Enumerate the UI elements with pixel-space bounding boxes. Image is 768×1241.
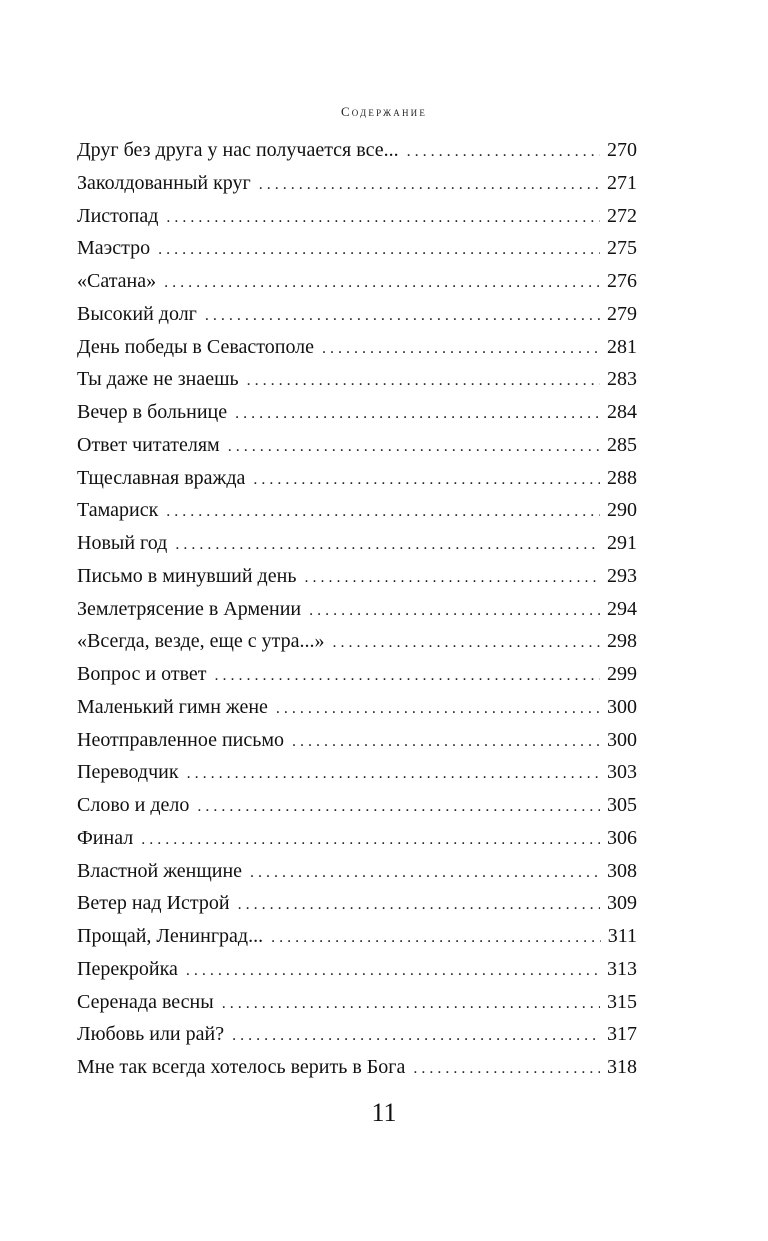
toc-dot-leader xyxy=(333,627,600,660)
toc-entry xyxy=(77,331,637,364)
toc-entry xyxy=(77,265,637,298)
toc-entry-page: 300 xyxy=(607,728,637,751)
toc-entry-title: Мне так всегда хотелось верить в Бога xyxy=(77,1056,406,1078)
toc-entry xyxy=(77,429,637,462)
toc-entry xyxy=(77,494,637,527)
toc-entry-title: Ты даже не знаешь xyxy=(77,368,239,391)
toc-dot-leader xyxy=(232,1020,600,1053)
toc-entry xyxy=(77,625,637,658)
toc-entry xyxy=(77,527,637,560)
toc-entry-page: 317 xyxy=(607,1023,637,1046)
toc-entry-page: 309 xyxy=(607,892,637,915)
toc-dot-leader xyxy=(197,791,600,824)
toc-entry-title: Маэстро xyxy=(77,237,151,260)
toc-entry xyxy=(77,298,637,331)
toc-entry-page: 306 xyxy=(607,826,637,849)
toc-entry-title: Финал xyxy=(77,826,134,849)
toc-entry xyxy=(77,1051,637,1084)
toc-entry-page: 298 xyxy=(607,630,637,653)
toc-dot-leader xyxy=(407,136,600,169)
toc-entry-page: 279 xyxy=(607,302,637,325)
toc-entry-title: Ответ читателям xyxy=(77,433,220,456)
toc-entry xyxy=(77,855,637,888)
toc-entry-page: 290 xyxy=(607,499,637,522)
toc-entry-page: 291 xyxy=(607,532,637,554)
toc-entry xyxy=(77,887,637,920)
toc-dot-leader xyxy=(413,1053,600,1086)
toc-entry-page: 281 xyxy=(607,335,637,358)
toc-entry xyxy=(77,396,637,429)
toc-dot-leader xyxy=(259,169,600,202)
toc-entry-title: Ветер над Истрой xyxy=(77,892,230,915)
toc-entry-page: 313 xyxy=(607,957,637,980)
toc-entry-page: 308 xyxy=(607,859,637,882)
page-number: 11 xyxy=(371,1098,397,1127)
toc-entry-title: Заколдованный круг xyxy=(77,171,251,194)
toc-dot-leader xyxy=(215,660,600,693)
toc-entry-page: 270 xyxy=(607,139,637,161)
toc-entry xyxy=(77,789,637,822)
toc-dot-leader xyxy=(271,922,601,955)
toc-entry xyxy=(77,593,637,626)
toc-entry-page: 300 xyxy=(607,695,637,718)
toc-entry-title: Землетрясение в Армении xyxy=(77,597,302,620)
toc-entry-title: Властной женщине xyxy=(77,859,243,882)
toc-entry-page: 299 xyxy=(607,663,637,685)
toc-dot-leader xyxy=(222,988,600,1021)
toc-entry xyxy=(77,822,637,855)
toc-entry-title: Письмо в минувший день xyxy=(77,564,297,587)
toc-entry xyxy=(77,658,637,691)
toc-entry-title: «Сатана» xyxy=(77,270,157,292)
toc-entry-page: 311 xyxy=(607,925,637,947)
toc-entry xyxy=(77,986,637,1019)
toc-entry-title: День победы в Севастополе xyxy=(77,335,315,358)
toc-entry-page: 305 xyxy=(607,794,637,816)
toc-dot-leader xyxy=(141,824,600,857)
toc-entry-page: 303 xyxy=(607,761,637,784)
toc-entry-page: 285 xyxy=(607,433,637,456)
toc-entry xyxy=(77,232,637,265)
toc-entry-page: 318 xyxy=(607,1056,637,1078)
toc-entry-title: Неотправленное письмо xyxy=(77,728,285,751)
toc-entry-title: Перекройка xyxy=(77,957,178,980)
toc-entry-title: Тамариск xyxy=(77,499,159,522)
toc-entry-title: Тщеславная вражда xyxy=(77,466,246,489)
toc-entry xyxy=(77,167,637,200)
toc-dot-leader xyxy=(158,234,600,267)
toc-entry-title: Вопрос и ответ xyxy=(77,663,207,685)
toc-entry-page: 284 xyxy=(607,401,637,423)
toc-dot-leader xyxy=(186,955,600,988)
running-head: Содержание xyxy=(340,104,428,119)
toc-entry-page: 293 xyxy=(607,564,637,587)
toc-entry xyxy=(77,134,637,167)
toc-entry-page: 272 xyxy=(607,204,637,227)
toc-dot-leader xyxy=(228,431,600,464)
toc-entry-page: 288 xyxy=(607,466,637,489)
toc-entry-title: Слово и дело xyxy=(77,794,190,816)
toc-dot-leader xyxy=(238,889,600,922)
toc-dot-leader xyxy=(253,464,600,497)
toc-entry xyxy=(77,691,637,724)
toc-entry xyxy=(77,462,637,495)
toc-entry-title: Новый год xyxy=(77,532,168,554)
toc-entry-title: «Всегда, везде, еще с утра...» xyxy=(77,630,325,653)
toc-dot-leader xyxy=(205,300,600,333)
toc-dot-leader xyxy=(322,333,600,366)
toc-dot-leader xyxy=(187,758,600,791)
toc-entry-page: 283 xyxy=(607,368,637,391)
toc-entry-page: 315 xyxy=(607,990,637,1013)
toc-entry xyxy=(77,724,637,757)
toc-entry xyxy=(77,200,637,233)
toc-dot-leader xyxy=(309,595,600,628)
toc-entry xyxy=(77,560,637,593)
toc-entry xyxy=(77,920,637,953)
toc-entry-title: Серенада весны xyxy=(77,990,214,1013)
toc-entry-page: 275 xyxy=(607,237,637,260)
toc-entry-title: Переводчик xyxy=(77,761,179,784)
toc-entry-title: Прощай, Ленинград... xyxy=(77,925,264,947)
toc-dot-leader xyxy=(250,857,600,890)
toc-dot-leader xyxy=(276,693,600,726)
toc-dot-leader xyxy=(235,398,600,431)
toc-entry-title: Маленький гимн жене xyxy=(77,695,268,718)
toc-entry xyxy=(77,363,637,396)
toc-dot-leader xyxy=(247,365,600,398)
toc-entry-title: Друг без друга у нас получается все... xyxy=(77,139,399,161)
toc-entry xyxy=(77,756,637,789)
toc-dot-leader xyxy=(166,202,600,235)
toc-dot-leader xyxy=(166,496,600,529)
toc-entry-page: 294 xyxy=(607,597,637,620)
toc-entry-title: Высокий долг xyxy=(77,302,197,325)
toc-dot-leader xyxy=(292,726,600,759)
toc-dot-leader xyxy=(175,529,600,562)
toc-entry-page: 276 xyxy=(607,270,637,292)
toc-entry-page: 271 xyxy=(607,171,637,194)
toc-entry xyxy=(77,1018,637,1051)
toc-entry-title: Листопад xyxy=(77,204,159,227)
toc-entry-title: Вечер в больнице xyxy=(77,401,228,423)
toc-dot-leader xyxy=(164,267,600,300)
toc-entry xyxy=(77,953,637,986)
toc-entry-title: Любовь или рай? xyxy=(77,1023,225,1046)
toc-dot-leader xyxy=(304,562,600,595)
table-of-contents xyxy=(77,134,637,1084)
